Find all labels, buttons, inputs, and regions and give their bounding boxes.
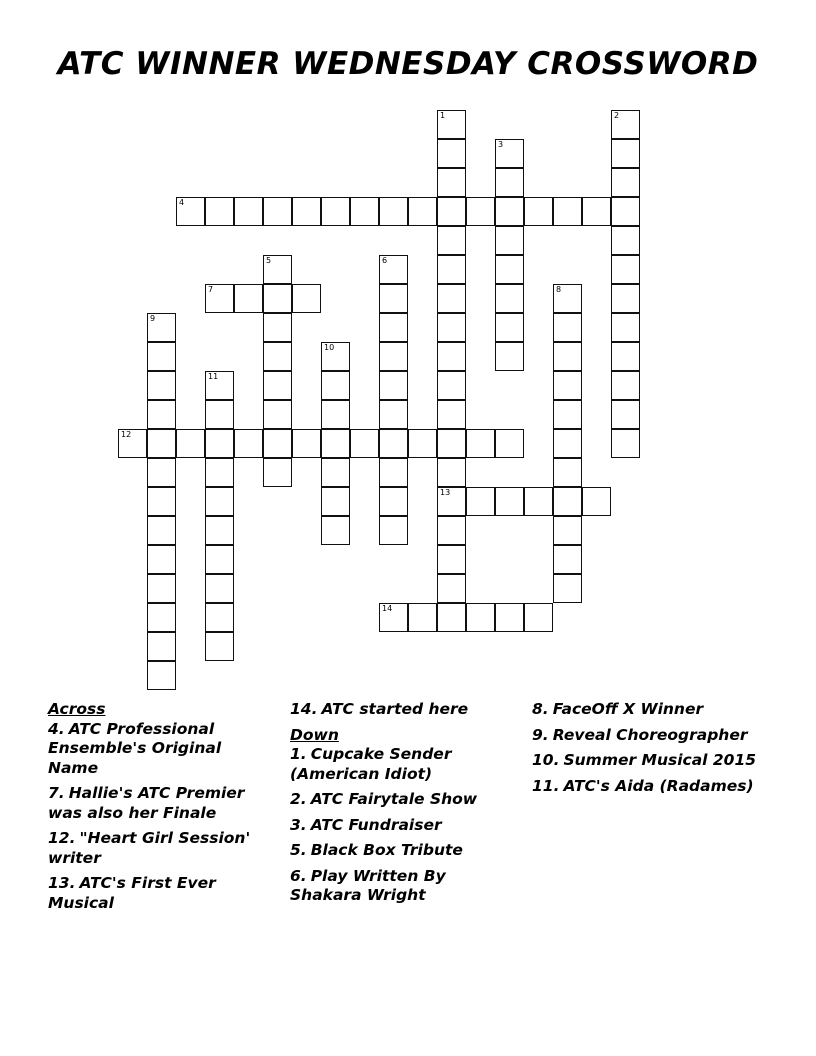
grid-cell[interactable] bbox=[553, 458, 582, 487]
grid-cell[interactable] bbox=[524, 197, 553, 226]
grid-cell[interactable] bbox=[379, 313, 408, 342]
grid-cell[interactable] bbox=[205, 400, 234, 429]
grid-cell[interactable] bbox=[553, 313, 582, 342]
clue-down-1: 1. Cupcake Sender (American Idiot) bbox=[290, 745, 452, 783]
grid-cell[interactable] bbox=[437, 139, 466, 168]
grid-cell[interactable] bbox=[379, 255, 408, 284]
clue-across-13: 13. ATC's First Ever Musical bbox=[48, 874, 216, 912]
grid-cell[interactable] bbox=[495, 255, 524, 284]
clue-across-4: 4. ATC Professional Ensemble's Original Name bbox=[48, 719, 222, 777]
grid-cell[interactable] bbox=[437, 458, 466, 487]
grid-cell[interactable] bbox=[147, 458, 176, 487]
clue-across-7: 7. Hallie's ATC Premier was also her Finale bbox=[48, 784, 245, 822]
grid-cell[interactable] bbox=[437, 284, 466, 313]
grid-cell[interactable] bbox=[205, 197, 234, 226]
clue-number-label: 14 bbox=[382, 604, 393, 613]
grid-cell[interactable] bbox=[553, 516, 582, 545]
clue-column-1 bbox=[48, 700, 273, 919]
grid-cell[interactable] bbox=[263, 197, 292, 226]
clue-number-label: 5 bbox=[266, 256, 272, 265]
grid-cell[interactable] bbox=[350, 429, 379, 458]
grid-cell[interactable] bbox=[466, 603, 495, 632]
grid-cell[interactable] bbox=[147, 400, 176, 429]
grid-cell[interactable] bbox=[147, 603, 176, 632]
grid-cell[interactable] bbox=[553, 487, 582, 516]
grid-cell[interactable] bbox=[379, 458, 408, 487]
grid-cell[interactable] bbox=[437, 255, 466, 284]
clue-down-3: 3. ATC Fundraiser bbox=[290, 815, 442, 834]
grid-cell[interactable] bbox=[205, 429, 234, 458]
grid-cell[interactable] bbox=[205, 516, 234, 545]
grid-cell[interactable] bbox=[205, 371, 234, 400]
clue-number-label: 12 bbox=[121, 430, 132, 439]
clue-number-label: 4 bbox=[179, 198, 185, 207]
grid-cell[interactable] bbox=[495, 168, 524, 197]
grid-cell[interactable] bbox=[495, 197, 524, 226]
grid-cell[interactable] bbox=[495, 284, 524, 313]
grid-cell[interactable] bbox=[350, 197, 379, 226]
grid-cell[interactable] bbox=[176, 429, 205, 458]
grid-cell[interactable] bbox=[147, 545, 176, 574]
grid-cell[interactable] bbox=[321, 487, 350, 516]
grid-cell[interactable] bbox=[524, 487, 553, 516]
grid-cell[interactable] bbox=[263, 371, 292, 400]
grid-cell[interactable] bbox=[437, 603, 466, 632]
grid-cell[interactable] bbox=[553, 400, 582, 429]
grid-cell[interactable] bbox=[263, 342, 292, 371]
grid-cell[interactable] bbox=[437, 429, 466, 458]
grid-cell[interactable] bbox=[263, 429, 292, 458]
clue-number-label: 1 bbox=[440, 111, 446, 120]
grid-cell[interactable] bbox=[379, 487, 408, 516]
grid-cell[interactable] bbox=[495, 603, 524, 632]
clue-column-2 bbox=[290, 700, 515, 912]
clue-number-label: 6 bbox=[382, 256, 388, 265]
grid-cell[interactable] bbox=[205, 574, 234, 603]
grid-cell[interactable] bbox=[205, 487, 234, 516]
grid-cell[interactable] bbox=[292, 284, 321, 313]
grid-cell[interactable] bbox=[553, 342, 582, 371]
clue-across-12: 12. "Heart Girl Session' writer bbox=[48, 829, 251, 867]
clue-down-2: 2. ATC Fairytale Show bbox=[290, 790, 478, 808]
grid-cell[interactable] bbox=[147, 342, 176, 371]
grid-cell[interactable] bbox=[495, 342, 524, 371]
grid-cell[interactable] bbox=[437, 371, 466, 400]
grid-cell[interactable] bbox=[379, 516, 408, 545]
clue-down-10: 10. Summer Musical 2015 bbox=[532, 751, 757, 769]
grid-cell[interactable] bbox=[437, 110, 466, 139]
grid-cell[interactable] bbox=[379, 429, 408, 458]
grid-cell[interactable] bbox=[437, 313, 466, 342]
clue-number-label: 7 bbox=[208, 285, 214, 294]
clue-number-label: 11 bbox=[208, 372, 219, 381]
grid-cell[interactable] bbox=[321, 400, 350, 429]
grid-cell[interactable] bbox=[321, 342, 350, 371]
grid-cell[interactable] bbox=[437, 342, 466, 371]
clue-number-label: 10 bbox=[324, 343, 335, 352]
grid-cell[interactable] bbox=[147, 661, 176, 690]
grid-cell[interactable] bbox=[495, 139, 524, 168]
grid-cell[interactable] bbox=[611, 371, 640, 400]
grid-cell[interactable] bbox=[379, 197, 408, 226]
grid-cell[interactable] bbox=[611, 255, 640, 284]
grid-cell[interactable] bbox=[147, 574, 176, 603]
grid-cell[interactable] bbox=[234, 197, 263, 226]
grid-cell[interactable] bbox=[205, 632, 234, 661]
grid-cell[interactable] bbox=[147, 371, 176, 400]
grid-cell[interactable] bbox=[582, 487, 611, 516]
grid-cell[interactable] bbox=[437, 197, 466, 226]
grid-cell[interactable] bbox=[379, 603, 408, 632]
grid-cell[interactable] bbox=[205, 603, 234, 632]
grid-cell[interactable] bbox=[553, 429, 582, 458]
grid-cell[interactable] bbox=[611, 226, 640, 255]
grid-cell[interactable] bbox=[553, 371, 582, 400]
grid-cell[interactable] bbox=[437, 400, 466, 429]
grid-cell[interactable] bbox=[495, 313, 524, 342]
grid-cell[interactable] bbox=[205, 284, 234, 313]
grid-cell[interactable] bbox=[379, 371, 408, 400]
across-heading: Across bbox=[48, 700, 106, 718]
grid-cell[interactable] bbox=[205, 458, 234, 487]
grid-cell[interactable] bbox=[466, 487, 495, 516]
clue-number-label: 9 bbox=[150, 314, 156, 323]
grid-cell[interactable] bbox=[408, 603, 437, 632]
grid-cell[interactable] bbox=[321, 371, 350, 400]
grid-cell[interactable] bbox=[524, 603, 553, 632]
clue-down-9: 9. Reveal Choreographer bbox=[532, 725, 748, 744]
grid-cell[interactable] bbox=[611, 139, 640, 168]
clue-number-label: 8 bbox=[556, 285, 562, 294]
grid-cell[interactable] bbox=[611, 400, 640, 429]
grid-cell[interactable] bbox=[466, 429, 495, 458]
grid-cell[interactable] bbox=[379, 284, 408, 313]
grid-cell[interactable] bbox=[437, 226, 466, 255]
grid-cell[interactable] bbox=[292, 197, 321, 226]
grid-cell[interactable] bbox=[437, 487, 466, 516]
grid-cell[interactable] bbox=[205, 545, 234, 574]
clue-down-11: 11. ATC's Aida (Radames) bbox=[532, 776, 754, 795]
grid-cell[interactable] bbox=[495, 487, 524, 516]
grid-cell[interactable] bbox=[263, 313, 292, 342]
grid-cell[interactable] bbox=[147, 487, 176, 516]
grid-cell[interactable] bbox=[553, 284, 582, 313]
grid-cell[interactable] bbox=[321, 197, 350, 226]
grid-cell[interactable] bbox=[321, 429, 350, 458]
clue-column-3 bbox=[532, 700, 767, 802]
grid-cell[interactable] bbox=[147, 313, 176, 342]
grid-cell[interactable] bbox=[234, 429, 263, 458]
grid-cell[interactable] bbox=[495, 429, 524, 458]
grid-cell[interactable] bbox=[147, 516, 176, 545]
clue-number-label: 2 bbox=[614, 111, 620, 120]
clue-down-8: 8. FaceOff X Winner bbox=[532, 700, 704, 718]
grid-cell[interactable] bbox=[553, 574, 582, 603]
grid-cell[interactable] bbox=[147, 632, 176, 661]
grid-cell[interactable] bbox=[437, 516, 466, 545]
grid-cell[interactable] bbox=[379, 400, 408, 429]
grid-cell[interactable] bbox=[611, 110, 640, 139]
grid-cell[interactable] bbox=[611, 284, 640, 313]
grid-cell[interactable] bbox=[611, 313, 640, 342]
grid-cell[interactable] bbox=[437, 574, 466, 603]
grid-cell[interactable] bbox=[553, 197, 582, 226]
grid-cell[interactable] bbox=[147, 429, 176, 458]
grid-cell[interactable] bbox=[611, 342, 640, 371]
grid-cell[interactable] bbox=[263, 458, 292, 487]
clue-number-label: 13 bbox=[440, 488, 451, 497]
grid-cell[interactable] bbox=[408, 429, 437, 458]
page-title: ATC WINNER WEDNESDAY CROSSWORD bbox=[57, 46, 759, 82]
grid-cell[interactable] bbox=[234, 284, 263, 313]
grid-cell[interactable] bbox=[611, 168, 640, 197]
clue-down-5: 5. Black Box Tribute bbox=[290, 841, 463, 859]
clue-number-label: 3 bbox=[498, 140, 504, 149]
grid-cell[interactable] bbox=[466, 197, 495, 226]
grid-cell[interactable] bbox=[321, 458, 350, 487]
grid-cell[interactable] bbox=[263, 284, 292, 313]
grid-cell[interactable] bbox=[379, 342, 408, 371]
clue-down-6: 6. Play Written By Shakara Wright bbox=[290, 866, 446, 904]
grid-cell[interactable] bbox=[292, 429, 321, 458]
grid-cell[interactable] bbox=[582, 197, 611, 226]
grid-cell[interactable] bbox=[118, 429, 147, 458]
grid-cell[interactable] bbox=[263, 400, 292, 429]
clue-across-14: 14. ATC started here bbox=[290, 700, 469, 718]
grid-cell[interactable] bbox=[611, 197, 640, 226]
grid-cell[interactable] bbox=[321, 516, 350, 545]
grid-cell[interactable] bbox=[437, 545, 466, 574]
grid-cell[interactable] bbox=[176, 197, 205, 226]
grid-cell[interactable] bbox=[263, 255, 292, 284]
grid-cell[interactable] bbox=[495, 226, 524, 255]
grid-cell[interactable] bbox=[553, 545, 582, 574]
grid-cell[interactable] bbox=[611, 429, 640, 458]
grid-cell[interactable] bbox=[437, 168, 466, 197]
grid-cell[interactable] bbox=[408, 197, 437, 226]
down-heading: Down bbox=[290, 725, 339, 744]
